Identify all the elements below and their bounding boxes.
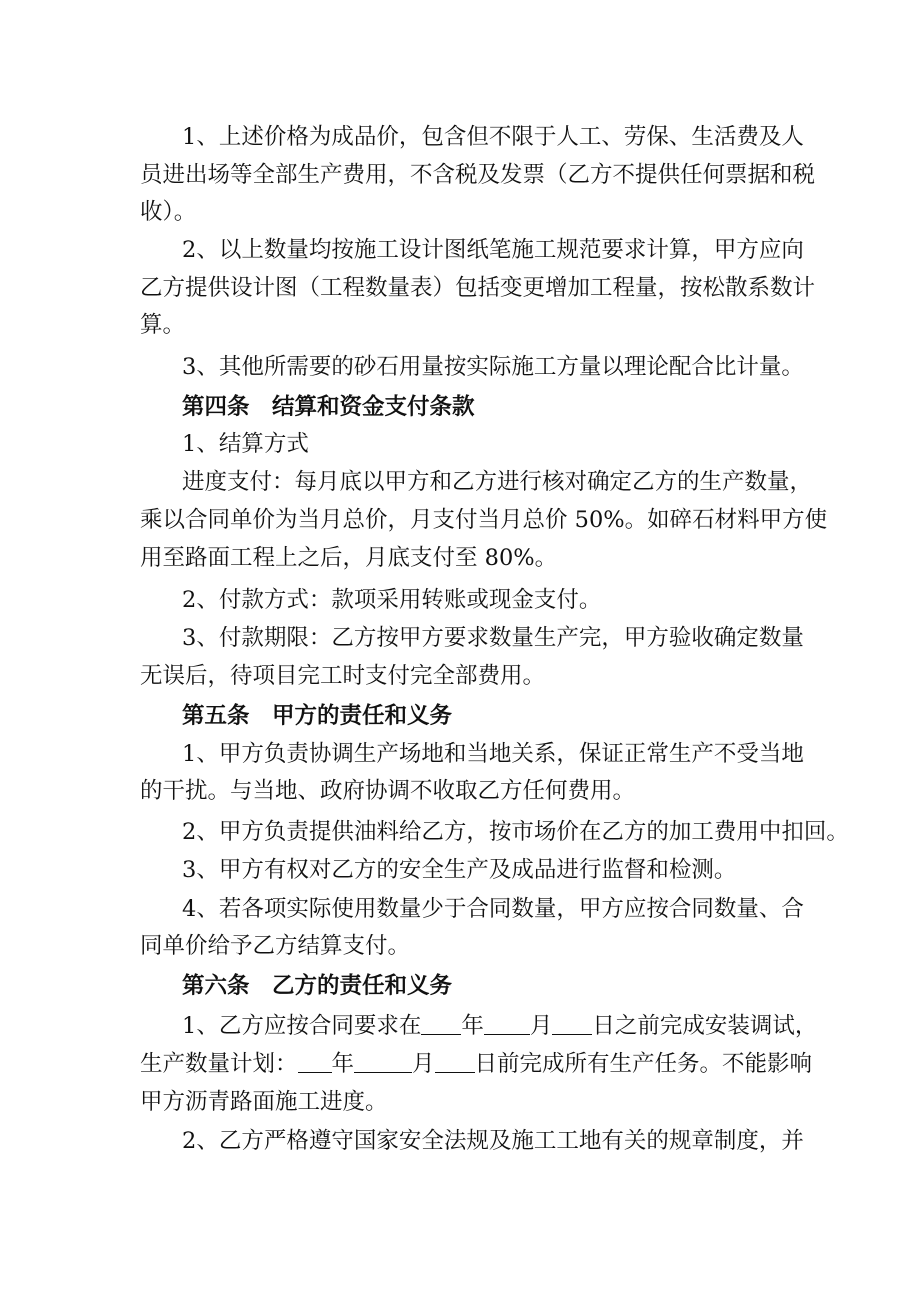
- clause4-progress-line2: 乘以合同单价为当月总价，月支付当月总价 50%。如碎石材料甲方使: [140, 507, 828, 533]
- clause3-note2-line1: 2、以上数量均按施工设计图纸笔施工规范要求计算，甲方应向: [182, 237, 804, 263]
- clause5-heading: 第五条 甲方的责任和义务: [182, 703, 453, 729]
- clause5-item4-line1: 4、若各项实际使用数量少于合同数量，甲方应按合同数量、合: [182, 896, 804, 922]
- clause5-item3: 3、甲方有权对乙方的安全生产及成品进行监督和检测。: [182, 857, 737, 883]
- plan-month-blank: [354, 1048, 412, 1073]
- clause4-heading: 第四条 结算和资金支付条款: [182, 394, 475, 420]
- plan-year-label: 年: [331, 1051, 355, 1077]
- clause4-progress-line1: 进度支付：每月底以甲方和乙方进行核对确定乙方的生产数量，: [182, 469, 813, 495]
- clause6-item2-line1: 2、乙方严格遵守国家安全法规及施工工地有关的规章制度，并: [182, 1128, 804, 1154]
- month-label: 月: [529, 1013, 553, 1039]
- clause4-item2: 2、付款方式：款项采用转账或现金支付。: [182, 587, 602, 613]
- year-blank: [421, 1010, 461, 1035]
- clause6-item1-text: 1、乙方应按合同要求在: [182, 1013, 422, 1039]
- clause5-item4-line2: 同单价给予乙方结算支付。: [140, 933, 411, 959]
- day-blank: [552, 1010, 592, 1035]
- clause3-note1-line1: 1、上述价格为成品价，包含但不限于人工、劳保、生活费及人: [182, 124, 804, 150]
- clause3-note1-line2: 员进出场等全部生产费用，不含税及发票（乙方不提供任何票据和税: [140, 162, 816, 188]
- plan-year-blank: [298, 1048, 332, 1073]
- plan-text: 生产数量计划：: [140, 1051, 298, 1077]
- clause5-item1-line2: 的干扰。与当地、政府协调不收取乙方任何费用。: [140, 778, 636, 804]
- year-label: 年: [461, 1013, 484, 1039]
- clause6-heading: 第六条 乙方的责任和义务: [182, 973, 453, 999]
- clause4-progress-line3: 用至路面工程上之后，月底支付至 80%。: [140, 545, 558, 571]
- clause4-item3-line2: 无误后，待项目完工时支付完全部费用。: [140, 663, 546, 689]
- plan-month-label: 月: [412, 1051, 435, 1077]
- clause5-item2: 2、甲方负责提供油料给乙方，按市场价在乙方的加工费用中扣回。: [182, 819, 849, 845]
- clause3-note2-line2: 乙方提供设计图（工程数量表）包括变更增加工程量，按松散系数计: [140, 275, 816, 301]
- clause4-item3-line1: 3、付款期限：乙方按甲方要求数量生产完，甲方验收确定数量: [182, 625, 804, 651]
- clause3-note1-line3: 收）。: [140, 199, 197, 225]
- clause4-item1: 1、结算方式: [182, 431, 309, 457]
- plan-text-end: 日前完成所有生产任务。不能影响: [474, 1051, 813, 1077]
- clause6-item1-line1: [182, 1006, 818, 1046]
- clause5-item1-line1: 1、甲方负责协调生产场地和当地关系，保证正常生产不受当地: [182, 741, 804, 767]
- clause6-item1-line3: 甲方沥青路面施工进度。: [140, 1089, 388, 1115]
- clause6-item1-text-end: 日之前完成安装调试，: [592, 1013, 818, 1039]
- plan-day-blank: [435, 1048, 475, 1073]
- clause3-note3: 3、其他所需要的砂石用量按实际施工方量以理论配合比计量。: [182, 354, 804, 380]
- clause6-item1-line2: [140, 1044, 813, 1084]
- month-blank: [484, 1010, 530, 1035]
- clause3-note2-line3: 算。: [140, 312, 186, 338]
